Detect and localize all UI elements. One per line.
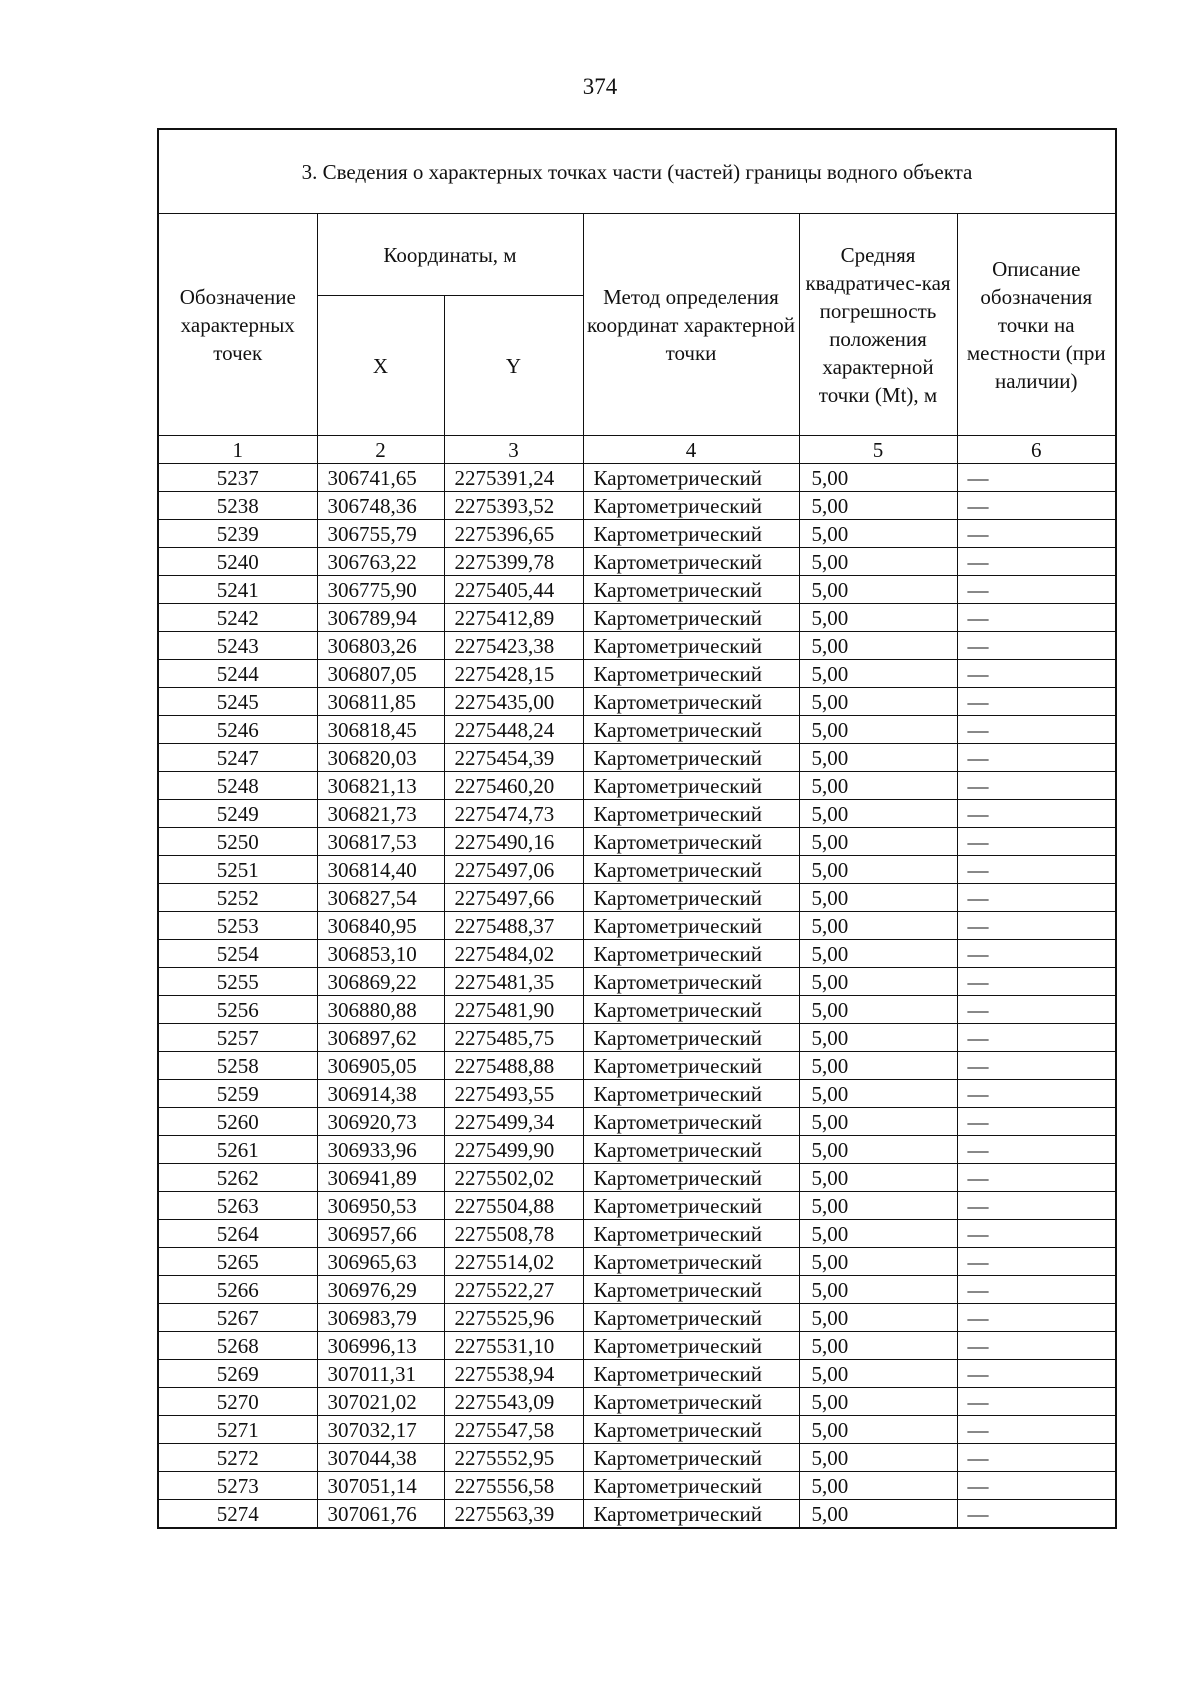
method-cell: Картометрический xyxy=(583,1248,799,1276)
point-id-cell: 5255 xyxy=(158,968,317,996)
description-cell: — xyxy=(957,1332,1116,1360)
method-cell: Картометрический xyxy=(583,968,799,996)
x-coordinate-cell: 306818,45 xyxy=(317,716,444,744)
point-id-cell: 5249 xyxy=(158,800,317,828)
point-id-cell: 5267 xyxy=(158,1304,317,1332)
method-cell: Картометрический xyxy=(583,1444,799,1472)
x-coordinate-cell: 306803,26 xyxy=(317,632,444,660)
x-coordinate-cell: 307011,31 xyxy=(317,1360,444,1388)
point-id-cell: 5247 xyxy=(158,744,317,772)
error-cell: 5,00 xyxy=(799,1500,957,1529)
x-coordinate-cell: 306789,94 xyxy=(317,604,444,632)
error-cell: 5,00 xyxy=(799,688,957,716)
x-coordinate-cell: 306741,65 xyxy=(317,464,444,492)
table-row xyxy=(158,1304,1116,1332)
y-coordinate-cell: 2275543,09 xyxy=(444,1388,583,1416)
x-coordinate-cell: 306763,22 xyxy=(317,548,444,576)
column-number: 5 xyxy=(799,436,957,464)
point-id-cell: 5239 xyxy=(158,520,317,548)
method-cell: Картометрический xyxy=(583,828,799,856)
method-cell: Картометрический xyxy=(583,940,799,968)
table-row xyxy=(158,548,1116,576)
x-coordinate-cell: 306814,40 xyxy=(317,856,444,884)
error-cell: 5,00 xyxy=(799,912,957,940)
description-cell: — xyxy=(957,1108,1116,1136)
description-cell: — xyxy=(957,1500,1116,1529)
method-cell: Картометрический xyxy=(583,856,799,884)
method-cell: Картометрический xyxy=(583,548,799,576)
y-coordinate-cell: 2275396,65 xyxy=(444,520,583,548)
y-coordinate-cell: 2275393,52 xyxy=(444,492,583,520)
x-coordinate-cell: 306811,85 xyxy=(317,688,444,716)
x-coordinate-cell: 306957,66 xyxy=(317,1220,444,1248)
error-cell: 5,00 xyxy=(799,940,957,968)
method-cell: Картометрический xyxy=(583,800,799,828)
x-coordinate-cell: 306976,29 xyxy=(317,1276,444,1304)
point-id-cell: 5265 xyxy=(158,1248,317,1276)
y-coordinate-cell: 2275488,88 xyxy=(444,1052,583,1080)
y-coordinate-cell: 2275497,66 xyxy=(444,884,583,912)
header-y: Y xyxy=(444,296,583,436)
x-coordinate-cell: 306869,22 xyxy=(317,968,444,996)
table-row xyxy=(158,1500,1116,1529)
description-cell: — xyxy=(957,1192,1116,1220)
table-row xyxy=(158,1416,1116,1444)
error-cell: 5,00 xyxy=(799,1304,957,1332)
y-coordinate-cell: 2275448,24 xyxy=(444,716,583,744)
x-coordinate-cell: 306755,79 xyxy=(317,520,444,548)
method-cell: Картометрический xyxy=(583,688,799,716)
method-cell: Картометрический xyxy=(583,1472,799,1500)
description-cell: — xyxy=(957,968,1116,996)
error-cell: 5,00 xyxy=(799,1108,957,1136)
description-cell: — xyxy=(957,1136,1116,1164)
header-error: Средняя квадратичес-кая погрешность положения характерной точки (Mt), м xyxy=(799,214,957,436)
y-coordinate-cell: 2275391,24 xyxy=(444,464,583,492)
y-coordinate-cell: 2275556,58 xyxy=(444,1472,583,1500)
y-coordinate-cell: 2275514,02 xyxy=(444,1248,583,1276)
point-id-cell: 5273 xyxy=(158,1472,317,1500)
description-cell: — xyxy=(957,1080,1116,1108)
description-cell: — xyxy=(957,856,1116,884)
point-id-cell: 5261 xyxy=(158,1136,317,1164)
table-row xyxy=(158,1388,1116,1416)
method-cell: Картометрический xyxy=(583,1304,799,1332)
table-row xyxy=(158,1024,1116,1052)
table-row xyxy=(158,996,1116,1024)
error-cell: 5,00 xyxy=(799,1416,957,1444)
table-row xyxy=(158,1360,1116,1388)
description-cell: — xyxy=(957,1360,1116,1388)
point-id-cell: 5237 xyxy=(158,464,317,492)
method-cell: Картометрический xyxy=(583,772,799,800)
table-row xyxy=(158,632,1116,660)
error-cell: 5,00 xyxy=(799,548,957,576)
description-cell: — xyxy=(957,1276,1116,1304)
method-cell: Картометрический xyxy=(583,1388,799,1416)
error-cell: 5,00 xyxy=(799,772,957,800)
method-cell: Картометрический xyxy=(583,912,799,940)
point-id-cell: 5266 xyxy=(158,1276,317,1304)
table-row xyxy=(158,1192,1116,1220)
x-coordinate-cell: 307032,17 xyxy=(317,1416,444,1444)
column-number: 3 xyxy=(444,436,583,464)
table-row xyxy=(158,688,1116,716)
table-row xyxy=(158,856,1116,884)
description-cell: — xyxy=(957,688,1116,716)
table-row xyxy=(158,884,1116,912)
method-cell: Картометрический xyxy=(583,1360,799,1388)
table-row xyxy=(158,1052,1116,1080)
method-cell: Картометрический xyxy=(583,492,799,520)
x-coordinate-cell: 306827,54 xyxy=(317,884,444,912)
method-cell: Картометрический xyxy=(583,716,799,744)
table-row xyxy=(158,1444,1116,1472)
x-coordinate-cell: 306914,38 xyxy=(317,1080,444,1108)
description-cell: — xyxy=(957,1416,1116,1444)
description-cell: — xyxy=(957,1388,1116,1416)
method-cell: Картометрический xyxy=(583,996,799,1024)
description-cell: — xyxy=(957,520,1116,548)
description-cell: — xyxy=(957,716,1116,744)
description-cell: — xyxy=(957,1164,1116,1192)
description-cell: — xyxy=(957,772,1116,800)
y-coordinate-cell: 2275504,88 xyxy=(444,1192,583,1220)
error-cell: 5,00 xyxy=(799,1164,957,1192)
table-row xyxy=(158,464,1116,492)
table-row xyxy=(158,1276,1116,1304)
point-id-cell: 5254 xyxy=(158,940,317,968)
method-cell: Картометрический xyxy=(583,1500,799,1529)
error-cell: 5,00 xyxy=(799,1248,957,1276)
table-row xyxy=(158,828,1116,856)
method-cell: Картометрический xyxy=(583,1052,799,1080)
description-cell: — xyxy=(957,996,1116,1024)
table-row xyxy=(158,1248,1116,1276)
table-row xyxy=(158,492,1116,520)
table-body xyxy=(158,464,1116,1529)
x-coordinate-cell: 307021,02 xyxy=(317,1388,444,1416)
x-coordinate-cell: 306950,53 xyxy=(317,1192,444,1220)
method-cell: Картометрический xyxy=(583,1220,799,1248)
table-row xyxy=(158,1472,1116,1500)
table-row xyxy=(158,912,1116,940)
x-coordinate-cell: 306840,95 xyxy=(317,912,444,940)
column-number: 6 xyxy=(957,436,1116,464)
y-coordinate-cell: 2275490,16 xyxy=(444,828,583,856)
point-id-cell: 5251 xyxy=(158,856,317,884)
error-cell: 5,00 xyxy=(799,1444,957,1472)
y-coordinate-cell: 2275481,35 xyxy=(444,968,583,996)
x-coordinate-cell: 306983,79 xyxy=(317,1304,444,1332)
error-cell: 5,00 xyxy=(799,1220,957,1248)
method-cell: Картометрический xyxy=(583,576,799,604)
table-row xyxy=(158,660,1116,688)
error-cell: 5,00 xyxy=(799,968,957,996)
x-coordinate-cell: 306933,96 xyxy=(317,1136,444,1164)
table-row xyxy=(158,1220,1116,1248)
description-cell: — xyxy=(957,940,1116,968)
y-coordinate-cell: 2275488,37 xyxy=(444,912,583,940)
x-coordinate-cell: 306817,53 xyxy=(317,828,444,856)
point-id-cell: 5242 xyxy=(158,604,317,632)
table-title: 3. Сведения о характерных точках части (частей) границы водного объекта xyxy=(158,129,1116,214)
x-coordinate-cell: 306941,89 xyxy=(317,1164,444,1192)
x-coordinate-cell: 306965,63 xyxy=(317,1248,444,1276)
description-cell: — xyxy=(957,1304,1116,1332)
x-coordinate-cell: 306821,13 xyxy=(317,772,444,800)
description-cell: — xyxy=(957,548,1116,576)
error-cell: 5,00 xyxy=(799,856,957,884)
x-coordinate-cell: 306820,03 xyxy=(317,744,444,772)
method-cell: Картометрический xyxy=(583,1276,799,1304)
point-id-cell: 5260 xyxy=(158,1108,317,1136)
y-coordinate-cell: 2275525,96 xyxy=(444,1304,583,1332)
x-coordinate-cell: 306821,73 xyxy=(317,800,444,828)
table-row xyxy=(158,968,1116,996)
x-coordinate-cell: 306880,88 xyxy=(317,996,444,1024)
y-coordinate-cell: 2275474,73 xyxy=(444,800,583,828)
error-cell: 5,00 xyxy=(799,1276,957,1304)
description-cell: — xyxy=(957,576,1116,604)
description-cell: — xyxy=(957,1024,1116,1052)
error-cell: 5,00 xyxy=(799,492,957,520)
table-row xyxy=(158,772,1116,800)
description-cell: — xyxy=(957,464,1116,492)
description-cell: — xyxy=(957,912,1116,940)
point-id-cell: 5245 xyxy=(158,688,317,716)
description-cell: — xyxy=(957,800,1116,828)
y-coordinate-cell: 2275399,78 xyxy=(444,548,583,576)
method-cell: Картометрический xyxy=(583,1108,799,1136)
description-cell: — xyxy=(957,884,1116,912)
error-cell: 5,00 xyxy=(799,576,957,604)
error-cell: 5,00 xyxy=(799,464,957,492)
error-cell: 5,00 xyxy=(799,744,957,772)
y-coordinate-cell: 2275423,38 xyxy=(444,632,583,660)
table-row xyxy=(158,1332,1116,1360)
point-id-cell: 5257 xyxy=(158,1024,317,1052)
y-coordinate-cell: 2275508,78 xyxy=(444,1220,583,1248)
point-id-cell: 5269 xyxy=(158,1360,317,1388)
error-cell: 5,00 xyxy=(799,1192,957,1220)
method-cell: Картометрический xyxy=(583,660,799,688)
y-coordinate-cell: 2275538,94 xyxy=(444,1360,583,1388)
x-coordinate-cell: 306996,13 xyxy=(317,1332,444,1360)
x-coordinate-cell: 306905,05 xyxy=(317,1052,444,1080)
x-coordinate-cell: 307061,76 xyxy=(317,1500,444,1529)
x-coordinate-cell: 306853,10 xyxy=(317,940,444,968)
y-coordinate-cell: 2275531,10 xyxy=(444,1332,583,1360)
table-row xyxy=(158,1164,1116,1192)
point-id-cell: 5256 xyxy=(158,996,317,1024)
point-id-cell: 5272 xyxy=(158,1444,317,1472)
error-cell: 5,00 xyxy=(799,996,957,1024)
boundary-points-table xyxy=(157,128,1117,1529)
method-cell: Картометрический xyxy=(583,1024,799,1052)
error-cell: 5,00 xyxy=(799,716,957,744)
header-coordinates: Координаты, м xyxy=(317,214,583,296)
point-id-cell: 5240 xyxy=(158,548,317,576)
description-cell: — xyxy=(957,1472,1116,1500)
error-cell: 5,00 xyxy=(799,1332,957,1360)
description-cell: — xyxy=(957,1444,1116,1472)
point-id-cell: 5243 xyxy=(158,632,317,660)
y-coordinate-cell: 2275563,39 xyxy=(444,1500,583,1529)
table-row xyxy=(158,744,1116,772)
column-number: 4 xyxy=(583,436,799,464)
y-coordinate-cell: 2275493,55 xyxy=(444,1080,583,1108)
table-row xyxy=(158,800,1116,828)
point-id-cell: 5252 xyxy=(158,884,317,912)
y-coordinate-cell: 2275499,34 xyxy=(444,1108,583,1136)
x-coordinate-cell: 306807,05 xyxy=(317,660,444,688)
point-id-cell: 5271 xyxy=(158,1416,317,1444)
method-cell: Картометрический xyxy=(583,1164,799,1192)
point-id-cell: 5268 xyxy=(158,1332,317,1360)
header-method: Метод определения координат характерной точки xyxy=(583,214,799,436)
y-coordinate-cell: 2275552,95 xyxy=(444,1444,583,1472)
table-row xyxy=(158,520,1116,548)
table-row xyxy=(158,940,1116,968)
method-cell: Картометрический xyxy=(583,1192,799,1220)
description-cell: — xyxy=(957,1052,1116,1080)
error-cell: 5,00 xyxy=(799,1024,957,1052)
page-number: 374 xyxy=(582,74,618,99)
error-cell: 5,00 xyxy=(799,828,957,856)
y-coordinate-cell: 2275484,02 xyxy=(444,940,583,968)
x-coordinate-cell: 306897,62 xyxy=(317,1024,444,1052)
error-cell: 5,00 xyxy=(799,632,957,660)
x-coordinate-cell: 306775,90 xyxy=(317,576,444,604)
description-cell: — xyxy=(957,828,1116,856)
point-id-cell: 5244 xyxy=(158,660,317,688)
method-cell: Картометрический xyxy=(583,744,799,772)
y-coordinate-cell: 2275481,90 xyxy=(444,996,583,1024)
description-cell: — xyxy=(957,604,1116,632)
point-id-cell: 5246 xyxy=(158,716,317,744)
header-description: Описание обозначения точки на местности (при наличии) xyxy=(957,214,1116,436)
error-cell: 5,00 xyxy=(799,1052,957,1080)
y-coordinate-cell: 2275405,44 xyxy=(444,576,583,604)
table-row xyxy=(158,576,1116,604)
point-id-cell: 5270 xyxy=(158,1388,317,1416)
error-cell: 5,00 xyxy=(799,1472,957,1500)
point-id-cell: 5262 xyxy=(158,1164,317,1192)
point-id-cell: 5263 xyxy=(158,1192,317,1220)
error-cell: 5,00 xyxy=(799,1136,957,1164)
method-cell: Картометрический xyxy=(583,1080,799,1108)
header-designation: Обозначение характерных точек xyxy=(158,214,317,436)
y-coordinate-cell: 2275412,89 xyxy=(444,604,583,632)
error-cell: 5,00 xyxy=(799,884,957,912)
table-row xyxy=(158,1136,1116,1164)
point-id-cell: 5253 xyxy=(158,912,317,940)
method-cell: Картометрический xyxy=(583,632,799,660)
error-cell: 5,00 xyxy=(799,1388,957,1416)
description-cell: — xyxy=(957,1248,1116,1276)
point-id-cell: 5238 xyxy=(158,492,317,520)
error-cell: 5,00 xyxy=(799,1360,957,1388)
point-id-cell: 5274 xyxy=(158,1500,317,1529)
header-x: X xyxy=(317,296,444,436)
error-cell: 5,00 xyxy=(799,1080,957,1108)
y-coordinate-cell: 2275485,75 xyxy=(444,1024,583,1052)
description-cell: — xyxy=(957,492,1116,520)
error-cell: 5,00 xyxy=(799,800,957,828)
x-coordinate-cell: 306748,36 xyxy=(317,492,444,520)
description-cell: — xyxy=(957,632,1116,660)
x-coordinate-cell: 307044,38 xyxy=(317,1444,444,1472)
y-coordinate-cell: 2275497,06 xyxy=(444,856,583,884)
column-numbers-row xyxy=(158,436,1116,464)
y-coordinate-cell: 2275522,27 xyxy=(444,1276,583,1304)
point-id-cell: 5259 xyxy=(158,1080,317,1108)
y-coordinate-cell: 2275428,15 xyxy=(444,660,583,688)
point-id-cell: 5258 xyxy=(158,1052,317,1080)
y-coordinate-cell: 2275499,90 xyxy=(444,1136,583,1164)
y-coordinate-cell: 2275460,20 xyxy=(444,772,583,800)
error-cell: 5,00 xyxy=(799,520,957,548)
table-row xyxy=(158,716,1116,744)
y-coordinate-cell: 2275547,58 xyxy=(444,1416,583,1444)
description-cell: — xyxy=(957,1220,1116,1248)
error-cell: 5,00 xyxy=(799,660,957,688)
point-id-cell: 5241 xyxy=(158,576,317,604)
method-cell: Картометрический xyxy=(583,520,799,548)
method-cell: Картометрический xyxy=(583,464,799,492)
method-cell: Картометрический xyxy=(583,604,799,632)
column-number: 2 xyxy=(317,436,444,464)
point-id-cell: 5250 xyxy=(158,828,317,856)
method-cell: Картометрический xyxy=(583,1332,799,1360)
x-coordinate-cell: 307051,14 xyxy=(317,1472,444,1500)
method-cell: Картометрический xyxy=(583,1136,799,1164)
description-cell: — xyxy=(957,660,1116,688)
x-coordinate-cell: 306920,73 xyxy=(317,1108,444,1136)
table-row xyxy=(158,604,1116,632)
table-row xyxy=(158,1080,1116,1108)
description-cell: — xyxy=(957,744,1116,772)
column-number: 1 xyxy=(158,436,317,464)
method-cell: Картометрический xyxy=(583,884,799,912)
error-cell: 5,00 xyxy=(799,604,957,632)
point-id-cell: 5248 xyxy=(158,772,317,800)
y-coordinate-cell: 2275435,00 xyxy=(444,688,583,716)
point-id-cell: 5264 xyxy=(158,1220,317,1248)
y-coordinate-cell: 2275454,39 xyxy=(444,744,583,772)
method-cell: Картометрический xyxy=(583,1416,799,1444)
y-coordinate-cell: 2275502,02 xyxy=(444,1164,583,1192)
table-row xyxy=(158,1108,1116,1136)
